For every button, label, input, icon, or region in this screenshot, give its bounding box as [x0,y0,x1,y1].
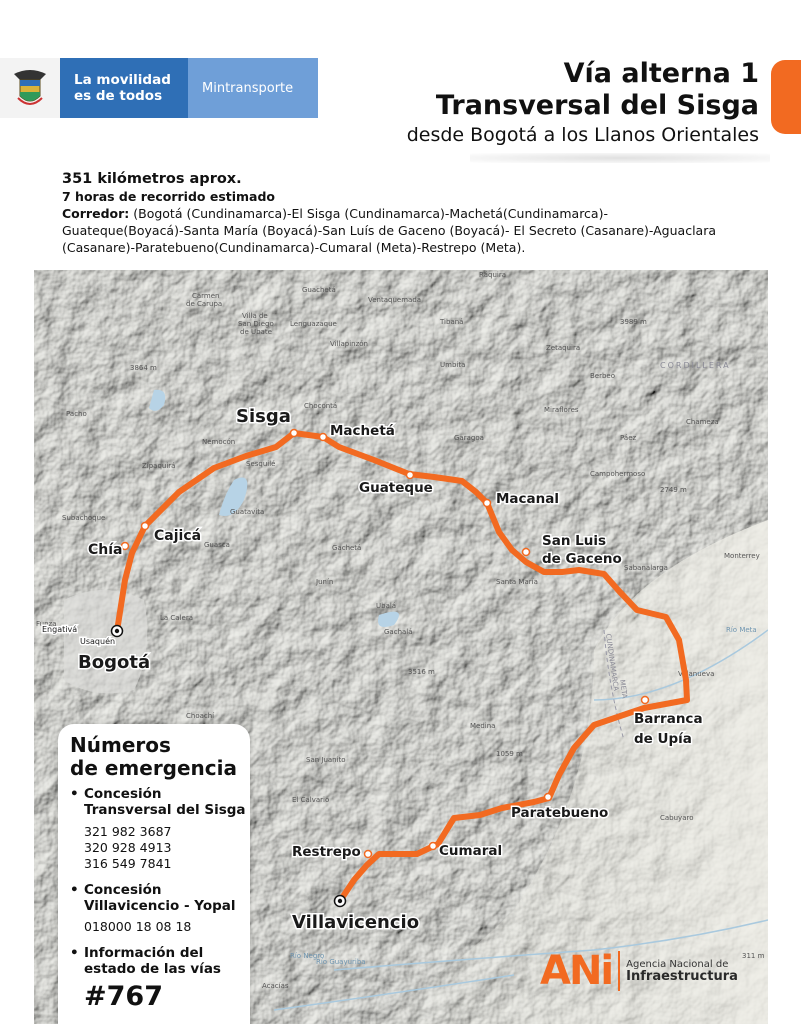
stop-label-villavicencio: Villavicencio [292,912,420,933]
map-label-raquira: Ráquira [479,271,506,279]
emergency-title-line-1: Números [70,733,171,757]
route-distance: 351 kilómetros aprox. [62,171,242,187]
concession-sisga-line-1: Concesión [84,786,162,802]
map-label-gachala: Gachalá [384,628,413,636]
route-time: 7 horas de recorrido estimado [62,189,276,204]
concession-vv-line-2: Villavicencio - Yopal [84,898,236,914]
bullet-icon: • [70,786,79,802]
ani-separator [618,951,620,991]
map-label-de-carupa: de Carupa [186,300,223,308]
concession-villavicencio [70,882,250,914]
map-label-garagoa: Garagoa [454,434,484,442]
concession-sisga [70,786,250,818]
map-label-zipaquira: Zipaquirá [142,462,176,470]
emergency-title [70,734,250,780]
stop-label-guateque: Guateque [359,480,433,496]
road-status-line-1: Información del [84,945,204,961]
corridor-text: (Bogotá (Cundinamarca)-El Sisga (Cundinamarca)-Machetá(Cundinamarca)-Guateque(Boyacá)-Santa María (Boyacá)-San Luís de Gaceno (Boyacá)- El Secreto (Casanare)-Aguaclara (Casanare)-Paratebueno(Cundinamarca)-Cumaral (Meta)-Restrepo (Meta). [62,206,716,255]
stop-label-macheta: Machetá [330,423,395,439]
map-label-guasca: Guasca [204,541,230,549]
map-label-nemocon: Nemocón [202,438,236,446]
stop-label-paratebueno: Paratebueno [511,805,609,821]
phone-sisga-3[interactable]: 316 549 7841 [84,856,172,871]
map-label-cordillera: CORDILLERA [660,361,731,370]
government-logo [0,58,318,118]
map-label-meta: META [618,679,629,700]
map-label-gacheta: Gachetá [332,544,362,552]
map-label-sesquile: Sesquilé [246,460,276,468]
ani-line-2: Infraestructura [626,969,738,984]
map-label-elev-2: 3989 m [620,318,647,326]
map-label-funza: Funza [36,620,57,628]
map-label-miraflores: Miraflores [544,406,579,414]
map-label-villa-1: Villa de [242,312,268,320]
marker-macheta [320,434,327,441]
brand-slogan [60,58,188,118]
marker-barranca [642,697,649,704]
map-label-campohermoso: Campohermoso [590,470,646,478]
map-label-villa-3: de Ubate [240,328,272,336]
orange-accent-tab [771,60,801,134]
stop-label-cajica: Cajicá [154,528,202,544]
map-label-elev-5: 3864 m [130,364,157,372]
map-label-la-calera: La Calera [160,614,194,622]
phone-sisga-1[interactable]: 321 982 3687 [84,824,172,839]
stop-label-restrepo: Restrepo [292,844,361,860]
marker-macanal [484,500,491,507]
map-label-el-calvario: El Calvario [292,796,330,804]
ani-line-1: Agencia Nacional de [626,959,729,970]
map-label-rio-meta: Río Meta [726,626,757,634]
stop-label-bogota: Bogotá [78,652,151,673]
corridor-label: Corredor: [62,206,130,221]
marker-san-luis [523,549,530,556]
stop-label-macanal: Macanal [496,491,560,507]
map-label-junin: Junín [316,578,334,586]
title-shadow [470,153,770,163]
phone-villavicencio[interactable]: 018000 18 08 18 [84,919,192,934]
map-label-guacheta: Guachetá [302,286,336,294]
map-label-umbita: Umbita [440,361,466,369]
stop-label-usaquen: Usaquén [80,637,116,646]
map-label-elev-6: 3516 m [408,668,435,676]
map-label-sabanalarga: Sabanalarga [624,564,668,572]
map-label-chameza: Chameza [686,418,719,426]
map-label-elev-3: 1059 m [496,750,523,758]
bullet-icon: • [70,945,79,961]
map-label-subachoque: Subachoque [62,514,106,522]
marker-cumaral [430,843,437,850]
road-status-line-2: estado de las vías [84,961,221,977]
route-corridor [62,205,722,256]
marker-paratebueno [545,794,552,801]
marker-restrepo [365,851,372,858]
map-label-villa-2: San Diego [238,320,274,328]
map-label-berbeo: Berbeo [590,372,616,380]
marker-sisga [291,430,298,437]
emergency-title-line-2: de emergencia [70,756,238,780]
map-label-cundinamarca: CUNDINAMARCA [604,633,620,692]
map-label-choconta: Chocontá [304,402,338,410]
map-label-villanueva: Villanueva [678,670,715,678]
map-label-tibana: Tibaná [440,318,464,326]
coat-of-arms-icon [0,58,60,118]
stop-label-sisga: Sisga [236,406,291,427]
ani-name [626,959,738,983]
road-status-code[interactable]: #767 [84,981,163,1012]
page-title [407,58,759,148]
concession-sisga-line-2: Transversal del Sisga [84,802,246,818]
concession-vv-line-1: Concesión [84,882,162,898]
marker-cajica [142,523,149,530]
title-line-2: Transversal del Sisga [435,90,759,121]
map-label-choachi: Choachí [186,712,215,720]
stop-label-engativa: Engativá [42,625,78,634]
map-label-san-juanito: San Juanito [306,756,346,764]
bullet-icon: • [70,882,79,898]
stop-label-barranca-2: de Upía [634,731,692,747]
road-status-info [70,945,250,977]
title-line-3: desde Bogotá a los Llanos Orientales [406,124,759,146]
map-label-rio-negro: Río Negro [290,952,325,960]
map-label-elev-1: 2749 m [660,486,687,494]
ministry-label: Mintransporte [188,58,318,118]
stop-label-san-luis-1: San Luis [542,533,607,549]
map-label-monterrey: Monterrey [724,552,760,560]
map-label-santa-maria: Santa María [496,578,538,586]
marker-bogota [112,626,123,637]
map-label-ventaquemada: Ventaquemada [368,296,422,304]
emergency-numbers-panel [58,724,250,1024]
slogan-line-1: La movilidad [74,72,171,88]
phone-sisga-2[interactable]: 320 928 4913 [84,840,172,855]
map-label-carmen: Carmen [192,292,220,300]
map-label-lenguazaque: Lenguazaque [290,320,337,328]
stop-label-san-luis-2: de Gaceno [542,551,622,567]
route-info [62,170,722,256]
map-label-cabuyaro: Cabuyaro [660,814,694,822]
map-label-villapinzon: Villapinzón [330,340,368,348]
map-label-zetaquira: Zetaquira [546,344,581,352]
marker-chia [122,543,129,550]
slogan-line-2: es de todos [74,88,163,104]
marker-villavicencio [335,896,346,907]
map-label-rio-guayuriba: Río Guayuriba [316,958,366,966]
map-label-paez: Páez [620,434,637,442]
ani-mark: ANi [540,948,613,994]
map-label-medina: Medina [470,722,496,730]
ani-logo [540,948,738,994]
stop-label-cumaral: Cumaral [439,843,503,859]
map-label-acacias: Acacías [262,982,289,990]
stop-label-barranca-1: Barranca [634,711,703,727]
stop-label-chia: Chía [88,542,123,558]
map-label-elev-4: 311 m [742,952,765,960]
map-label-guatavita: Guatavita [230,508,265,516]
title-line-1: Vía alterna 1 [563,58,759,89]
marker-guateque [407,472,414,479]
map-label-ubala: Ubalá [376,602,397,610]
map-label-pacho: Pacho [66,410,87,418]
